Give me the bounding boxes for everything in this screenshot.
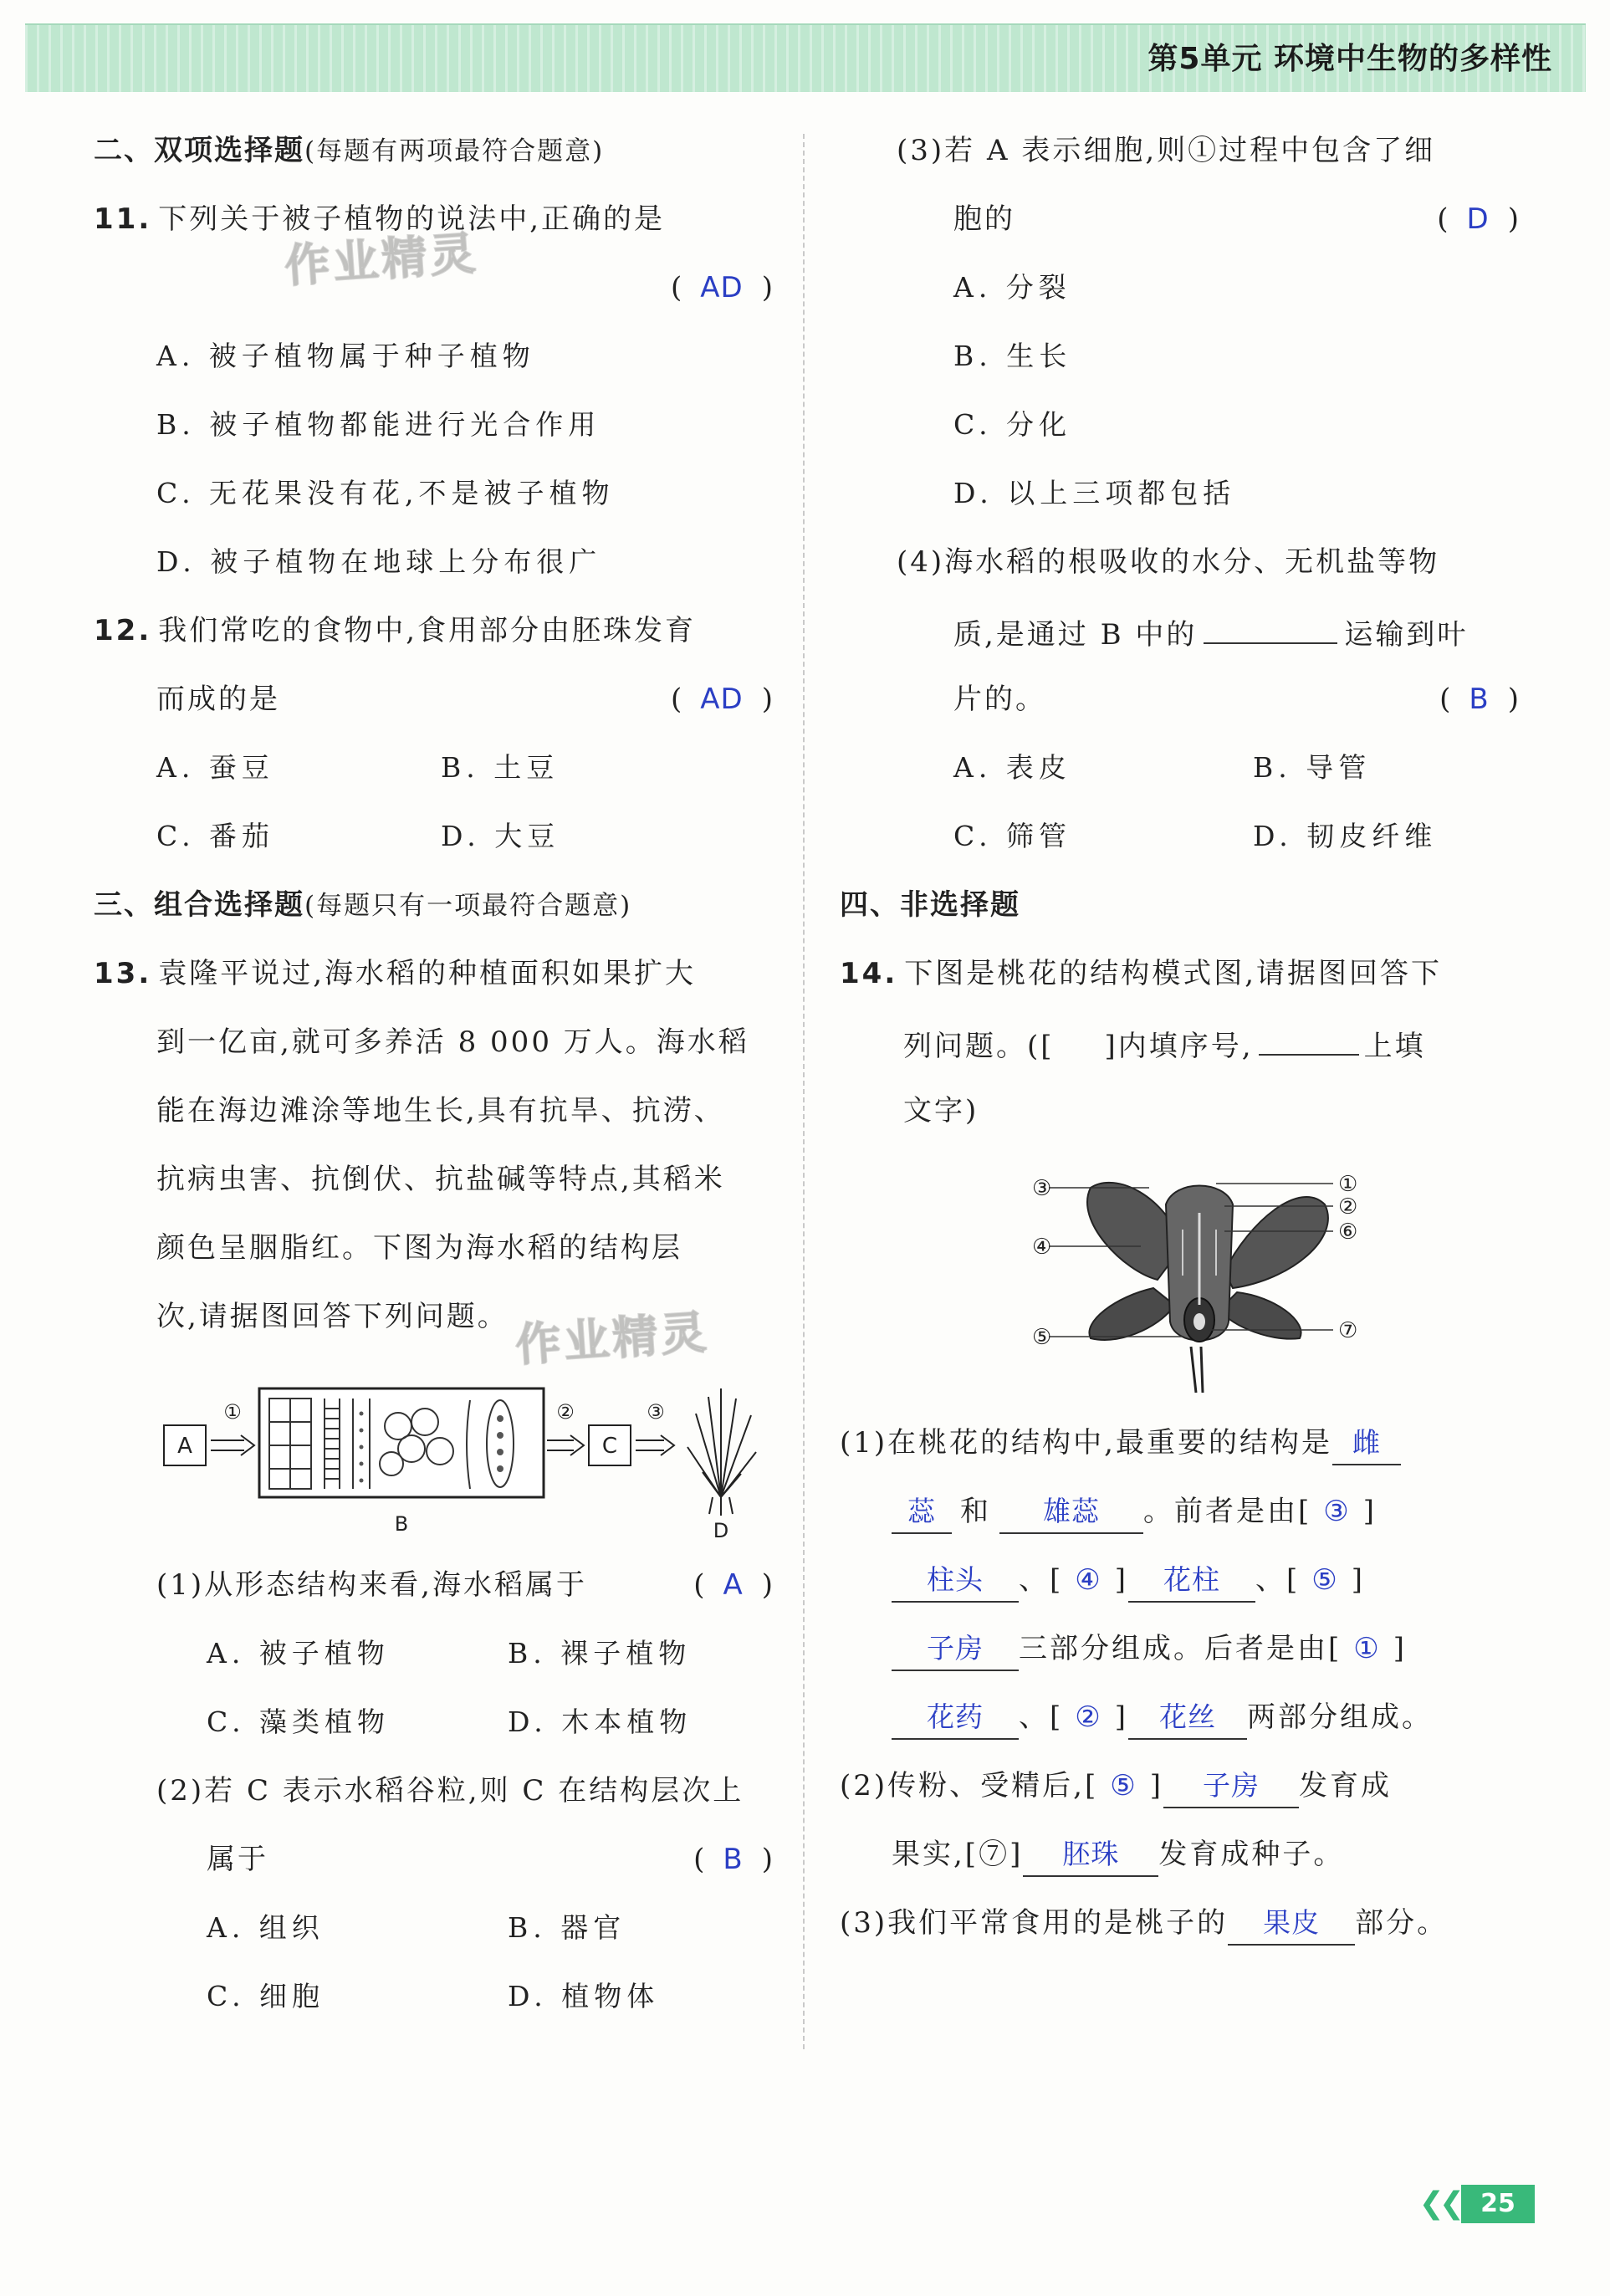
section4-heading: 四、非选择题 (840, 888, 1020, 922)
answer-blank: 蕊 (892, 1492, 952, 1534)
flower-label: ① (1338, 1172, 1358, 1197)
rice-plant-icon (687, 1388, 756, 1516)
q13-sub4-stem: (4)海水稻的根吸收的水分、无机盐等物 (897, 545, 1440, 579)
unit-title: 第5单元 环境中生物的多样性 (1147, 42, 1552, 76)
q13-sub3-option-c: C. 分化 (953, 408, 1072, 441)
q12-option-c: C. 番茄 (156, 820, 275, 852)
q13-sub2-option-c: C. 细胞 (207, 1980, 325, 2012)
q13-line-5: 颜色呈胭脂红。下图为海水稻的结构层 (156, 1231, 682, 1265)
q12-option-b: B. 土豆 (441, 751, 560, 784)
page-number: 25 (1461, 2185, 1535, 2223)
fill-blank (1204, 606, 1337, 644)
q14-p2-line-1: (2)传粉、受精后,[ ⑤ ] 子房 发育成 (840, 1761, 1392, 1811)
q14-stem-end: 文字) (903, 1094, 979, 1128)
q13-sub3-answer: ( D ) (1437, 202, 1519, 236)
q13-sub3-stem-cont: 胞的 (953, 202, 1015, 236)
q13-sub4-option-c: C. 筛管 (953, 820, 1072, 852)
chevron-left-icon: ❮❮ (1418, 2186, 1459, 2221)
q11-option-a: A. 被子植物属于种子植物 (156, 340, 535, 372)
rice-structure-diagram (161, 1380, 763, 1539)
answer-blank: 果皮 (1228, 1904, 1355, 1946)
q14-p1-line-1: (1)在桃花的结构中,最重要的结构是 雌 (840, 1418, 1401, 1468)
q13-sub2-answer: ( B ) (693, 1843, 773, 1876)
answer-blank: 子房 (892, 1629, 1019, 1671)
q13-sub2-option-d: D. 植物体 (508, 1980, 660, 2012)
q12-answer: ( AD ) (671, 683, 773, 716)
step-3-label: ③ (647, 1400, 665, 1424)
section2-heading: 二、双项选择题(每题有两项最符合题意) (94, 134, 605, 167)
watermark: 作业精灵 (514, 1305, 712, 1373)
header-band (25, 23, 1586, 92)
q13-sub3-option-b: B. 生长 (953, 340, 1072, 372)
section3-heading: 三、组合选择题(每题只有一项最符合题意) (94, 888, 632, 922)
q14-stem: 14. 下图是桃花的结构模式图,请据图回答下 (840, 957, 1443, 990)
q13-sub4-option-a: A. 表皮 (953, 751, 1071, 784)
q13-sub1-option-c: C. 藻类植物 (207, 1705, 391, 1738)
q13-sub2-stem-cont: 属于 (207, 1843, 268, 1876)
q14-p1-line-5: 花药 、[ ② ] 花丝 两部分组成。 (892, 1692, 1433, 1742)
q11-option-d: D. 被子植物在地球上分布很广 (156, 545, 602, 578)
answer-blank: 胚珠 (1023, 1835, 1158, 1877)
q12-stem: 12. 我们常吃的食物中,食用部分由胚珠发育 (94, 614, 697, 647)
q13-sub1-option-b: B. 裸子植物 (508, 1637, 692, 1670)
flower-label: ② (1338, 1194, 1358, 1220)
q13-sub4-option-b: B. 导管 (1253, 751, 1372, 784)
answer-blank: 花丝 (1128, 1698, 1247, 1740)
q13-sub4-answer: ( B ) (1439, 683, 1519, 716)
q11-option-b: B. 被子植物都能进行光合作用 (156, 408, 601, 441)
q13-sub4-stem-end: 片的。 (953, 683, 1046, 716)
q14-p1-line-3: 柱头 、[ ④ ] 花柱 、[ ⑤ ] (892, 1555, 1365, 1605)
box-b-label: B (394, 1512, 409, 1536)
answer-blank: 雌 (1332, 1424, 1401, 1465)
q13-sub4-option-d: D. 韧皮纤维 (1253, 820, 1438, 852)
q11-answer: ( AD ) (671, 271, 773, 304)
box-b-tissues (259, 1388, 544, 1497)
q13-sub1-option-d: D. 木本植物 (508, 1705, 693, 1738)
answer-blank: 雄蕊 (999, 1492, 1143, 1534)
box-c-label: C (601, 1434, 618, 1459)
arrow-1-icon (211, 1435, 254, 1455)
flower-label: ⑦ (1338, 1318, 1358, 1343)
q13-sub2-option-b: B. 器官 (508, 1911, 626, 1944)
step-1-label: ① (223, 1400, 242, 1424)
fill-blank (1259, 1017, 1359, 1056)
q13-sub2-option-a: A. 组织 (207, 1911, 325, 1944)
q13-line-4: 抗病虫害、抗倒伏、抗盐碱等特点,其稻米 (156, 1163, 725, 1196)
q12-stem-cont: 而成的是 (156, 683, 280, 716)
q11-stem: 11. 下列关于被子植物的说法中,正确的是 (94, 202, 666, 236)
answer-blank: 柱头 (892, 1561, 1019, 1603)
flower-label: ④ (1032, 1235, 1052, 1260)
q13-line-6: 次,请据图回答下列问题。 (156, 1300, 509, 1333)
q14-p1-line-2: 蕊 和 雄蕊 。前者是由[ ③ ] (892, 1486, 1377, 1537)
q14-p2-line-2: 果实,[⑦] 胚珠 发育成种子。 (892, 1829, 1344, 1879)
label-d: D (713, 1519, 729, 1539)
q12-option-d: D. 大豆 (441, 820, 560, 852)
watermark: 作业精灵 (283, 226, 481, 294)
answer-blank: 子房 (1163, 1767, 1299, 1808)
q13-sub2-stem: (2)若 C 表示水稻谷粒,则 C 在结构层次上 (156, 1774, 744, 1808)
q13-line-2: 到一亿亩,就可多养活 8 000 万人。海水稻 (156, 1025, 749, 1059)
q14-p3-line-1: (3)我们平常食用的是桃子的 果皮 部分。 (840, 1898, 1448, 1948)
arrow-3-icon (636, 1435, 674, 1455)
q12-option-a: A. 蚕豆 (156, 751, 274, 784)
flower-drawing-icon (1087, 1183, 1328, 1393)
q13-sub4-stem-cont: 质,是通过 B 中的 运输到叶 (953, 606, 1468, 656)
q13-sub3-option-a: A. 分裂 (953, 271, 1071, 304)
flower-label: ⑤ (1032, 1325, 1052, 1350)
q14-stem-cont: 列问题。([ ]内填序号, 上填 (903, 1017, 1426, 1067)
flower-label: ⑥ (1338, 1220, 1358, 1245)
q13-line-1: 13. 袁隆平说过,海水稻的种植面积如果扩大 (94, 957, 697, 990)
q13-sub3-stem: (3)若 A 表示细胞,则①过程中包含了细 (897, 134, 1436, 167)
q13-sub3-option-d: D. 以上三项都包括 (953, 477, 1236, 509)
q13-sub1-stem: (1)从形态结构来看,海水稻属于 (156, 1568, 587, 1602)
q14-p1-line-4: 子房 三部分组成。后者是由[ ① ] (892, 1624, 1407, 1674)
step-2-label: ② (556, 1400, 575, 1424)
q13-sub1-answer: ( A ) (693, 1568, 773, 1602)
arrow-2-icon (547, 1435, 584, 1455)
column-divider (803, 134, 805, 2049)
peach-flower-diagram (1024, 1171, 1392, 1397)
q13-line-3: 能在海边滩涂等地生长,具有抗旱、抗涝、 (156, 1094, 725, 1128)
q11-option-c: C. 无花果没有花,不是被子植物 (156, 477, 615, 509)
answer-blank: 花药 (892, 1698, 1019, 1740)
answer-blank: 花柱 (1128, 1561, 1255, 1603)
q13-sub1-option-a: A. 被子植物 (207, 1637, 390, 1670)
flower-label: ③ (1032, 1176, 1052, 1201)
box-a-label: A (177, 1434, 192, 1459)
